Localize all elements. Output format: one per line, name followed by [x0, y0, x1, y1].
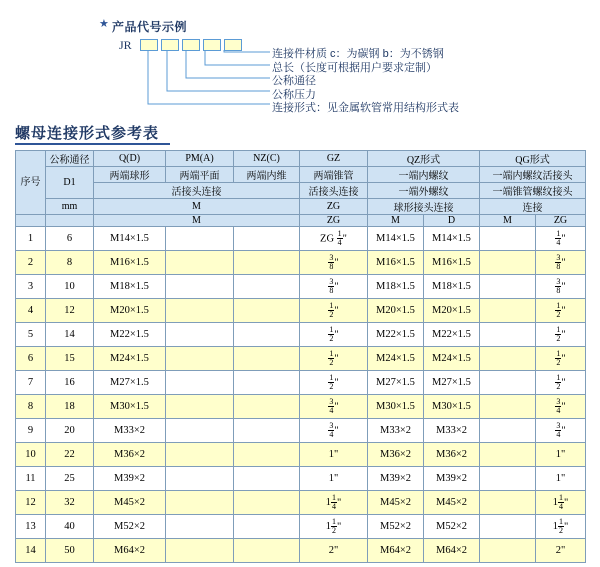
cell-dn: 18: [46, 395, 94, 419]
cell-qg-zg: $\frac{1}{2}$ ": [536, 347, 586, 371]
cell-seq: 13: [16, 515, 46, 539]
cell-nzc: [234, 419, 300, 443]
table-row: [16, 395, 586, 419]
cell-qg-m: [480, 539, 536, 563]
cell-nzc: [234, 467, 300, 491]
cell-qd: M27×1.5: [94, 371, 166, 395]
header-unit-spacer: [16, 215, 46, 227]
cell-pma: [166, 227, 234, 251]
cell-pma: [166, 275, 234, 299]
cell-qg-m: [480, 227, 536, 251]
cell-nzc: [234, 443, 300, 467]
cell-dn: 20: [46, 419, 94, 443]
code-box: [161, 39, 179, 51]
legend-item: 连接形式：见金属软管常用结构形式表: [272, 102, 459, 114]
cell-seq: 7: [16, 371, 46, 395]
cell-dn: 14: [46, 323, 94, 347]
legend-item: 公称压力: [272, 88, 316, 101]
cell-qd: M45×2: [94, 491, 166, 515]
header-group-nzc-code: NZ(C): [234, 151, 300, 167]
header-group-qz-code: QZ形式: [368, 151, 480, 167]
cell-pma: [166, 347, 234, 371]
cell-qg-m: [480, 371, 536, 395]
cell-seq: 10: [16, 443, 46, 467]
table-row: [16, 491, 586, 515]
cell-pma: [166, 443, 234, 467]
table-row: [16, 299, 586, 323]
header-seq-label: 序号: [20, 177, 41, 188]
cell-qz-m: M14×1.5: [368, 227, 424, 251]
code-box: [203, 39, 221, 51]
cell-dn: 15: [46, 347, 94, 371]
cell-qz-m: M45×2: [368, 491, 424, 515]
cell-seq: 1: [16, 227, 46, 251]
cell-dn: 25: [46, 467, 94, 491]
cell-qz-m: M36×2: [368, 443, 424, 467]
header-unit-qg-zg: ZG: [536, 215, 586, 227]
cell-pma: [166, 515, 234, 539]
table-header-row-codes: [16, 151, 586, 167]
star-icon: ★: [99, 18, 109, 30]
header-sub-qd-pma-nzc: 活接头连接: [94, 183, 300, 199]
cell-pma: [166, 467, 234, 491]
cell-qz-m: M24×1.5: [368, 347, 424, 371]
table-body: [16, 227, 586, 563]
header-group-qd-code: Q(D): [94, 151, 166, 167]
cell-qg-m: [480, 467, 536, 491]
cell-dn: 10: [46, 275, 94, 299]
cell-gz: $\frac{3}{8}$ ": [300, 251, 368, 275]
cell-qz-m: M52×2: [368, 515, 424, 539]
product-code-boxes: [140, 39, 242, 51]
cell-nzc: [234, 251, 300, 275]
table-row: [16, 539, 586, 563]
header-group-qg-code: QG形式: [480, 151, 586, 167]
header-unit-gz: ZG: [300, 199, 368, 215]
cell-seq: 11: [16, 467, 46, 491]
header-group-qg-type: 一端内螺纹活接头: [480, 167, 586, 183]
table-row: [16, 515, 586, 539]
legend-title: 产品代号示例: [112, 20, 188, 34]
cell-qg-m: [480, 491, 536, 515]
cell-qg-zg: $\frac{3}{4}$ ": [536, 395, 586, 419]
header-unit-qg-m: M: [480, 215, 536, 227]
table-header-row-types: [16, 167, 586, 183]
cell-qg-m: [480, 299, 536, 323]
cell-seq: 4: [16, 299, 46, 323]
table-header-row-subtypes: [16, 183, 586, 199]
legend-item: 公称通径: [272, 75, 316, 87]
cell-nzc: [234, 539, 300, 563]
cell-qd: M14×1.5: [94, 227, 166, 251]
table-header-row-sub2: [16, 199, 586, 215]
cell-nzc: [234, 491, 300, 515]
cell-dn: 50: [46, 539, 94, 563]
cell-qg-m: [480, 251, 536, 275]
cell-qg-zg: $\frac{1}{2}$ ": [536, 323, 586, 347]
cell-pma: [166, 419, 234, 443]
cell-qg-m: [480, 515, 536, 539]
header-sub-qg: 一端锥管螺纹接头: [480, 183, 586, 199]
cell-dn: 6: [46, 227, 94, 251]
cell-qg-zg: 1 $\frac{1}{2}$ ": [536, 515, 586, 539]
title-underline: [15, 143, 170, 145]
cell-qg-zg: 1": [536, 467, 586, 491]
cell-qz-d: M64×2: [424, 539, 480, 563]
code-box: [140, 39, 158, 51]
cell-dn: 32: [46, 491, 94, 515]
cell-qg-zg: 2": [536, 539, 586, 563]
cell-pma: [166, 395, 234, 419]
cell-nzc: [234, 299, 300, 323]
header-group-pma-type: 两端平面: [166, 167, 234, 183]
cell-qz-m: M16×1.5: [368, 251, 424, 275]
header-group-nzc-type: 两端内维: [234, 167, 300, 183]
cell-pma: [166, 299, 234, 323]
header-unit-m-group: M: [94, 199, 300, 215]
cell-qg-zg: $\frac{3}{8}$ ": [536, 275, 586, 299]
cell-qd: M30×1.5: [94, 395, 166, 419]
code-box: [224, 39, 242, 51]
cell-pma: [166, 371, 234, 395]
product-code-legend: [0, 0, 600, 118]
header-seq: [16, 151, 46, 215]
table-header-row-units: [16, 215, 586, 227]
cell-nzc: [234, 275, 300, 299]
cell-seq: 9: [16, 419, 46, 443]
header-unit-spacer-dn: [46, 215, 94, 227]
cell-seq: 8: [16, 395, 46, 419]
nut-connection-spec-table: [15, 150, 586, 563]
cell-qz-m: M18×1.5: [368, 275, 424, 299]
cell-qz-m: M39×2: [368, 467, 424, 491]
cell-qg-zg: 1": [536, 443, 586, 467]
cell-qd: M16×1.5: [94, 251, 166, 275]
table-row: [16, 347, 586, 371]
cell-gz: $\frac{1}{2}$ ": [300, 299, 368, 323]
cell-gz: 1 $\frac{1}{4}$ ": [300, 491, 368, 515]
cell-qz-m: M64×2: [368, 539, 424, 563]
header-dn-d1: D1: [46, 167, 94, 199]
cell-gz: $\frac{1}{2}$ ": [300, 371, 368, 395]
cell-gz: 1": [300, 467, 368, 491]
cell-qz-d: M18×1.5: [424, 275, 480, 299]
table-row: [16, 275, 586, 299]
cell-pma: [166, 323, 234, 347]
cell-dn: 22: [46, 443, 94, 467]
cell-qg-zg: 1 $\frac{1}{4}$ ": [536, 491, 586, 515]
table-row: [16, 323, 586, 347]
cell-qg-zg: $\frac{3}{4}$ ": [536, 419, 586, 443]
page-title: 螺母连接形式参考表: [15, 125, 160, 142]
cell-seq: 5: [16, 323, 46, 347]
cell-nzc: [234, 371, 300, 395]
product-code-prefix: JR: [119, 38, 132, 52]
table-row: [16, 251, 586, 275]
cell-qd: M33×2: [94, 419, 166, 443]
cell-dn: 40: [46, 515, 94, 539]
cell-qd: M39×2: [94, 467, 166, 491]
cell-qz-d: M39×2: [424, 467, 480, 491]
header-group-gz-type: 两端锥管: [300, 167, 368, 183]
cell-dn: 16: [46, 371, 94, 395]
cell-qg-zg: $\frac{1}{4}$ ": [536, 227, 586, 251]
cell-gz: 1": [300, 443, 368, 467]
table-row: [16, 371, 586, 395]
legend-item: 连接件材质 c：为碳钢 b：为不锈钢: [272, 48, 444, 60]
cell-qd: M36×2: [94, 443, 166, 467]
cell-pma: [166, 491, 234, 515]
cell-gz: ZG $\frac{1}{4}$ ": [300, 227, 368, 251]
cell-qz-d: M52×2: [424, 515, 480, 539]
table-row: [16, 419, 586, 443]
cell-qz-d: M22×1.5: [424, 323, 480, 347]
cell-seq: 14: [16, 539, 46, 563]
cell-qz-m: M30×1.5: [368, 395, 424, 419]
cell-qd: M22×1.5: [94, 323, 166, 347]
legend-item-list: [272, 48, 459, 116]
cell-qg-zg: $\frac{1}{2}$ ": [536, 299, 586, 323]
cell-nzc: [234, 515, 300, 539]
cell-qz-m: M33×2: [368, 419, 424, 443]
cell-gz: $\frac{3}{8}$ ": [300, 275, 368, 299]
cell-nzc: [234, 227, 300, 251]
header-group-qd-type: 两端球形: [94, 167, 166, 183]
header-sub2-qz: 球形接头连接: [368, 199, 480, 215]
cell-qz-d: M33×2: [424, 419, 480, 443]
table-head: [16, 151, 586, 227]
header-dn: 公称通径: [46, 151, 94, 167]
cell-qd: M52×2: [94, 515, 166, 539]
cell-seq: 3: [16, 275, 46, 299]
cell-qz-d: M14×1.5: [424, 227, 480, 251]
cell-qg-m: [480, 419, 536, 443]
cell-qz-d: M16×1.5: [424, 251, 480, 275]
cell-gz: $\frac{3}{4}$ ": [300, 419, 368, 443]
header-group-qz-type: 一端内螺纹: [368, 167, 480, 183]
cell-qz-m: M20×1.5: [368, 299, 424, 323]
header-sub-qz: 一端外螺纹: [368, 183, 480, 199]
cell-qz-d: M27×1.5: [424, 371, 480, 395]
cell-dn: 12: [46, 299, 94, 323]
cell-qz-d: M36×2: [424, 443, 480, 467]
cell-qg-m: [480, 275, 536, 299]
table-row: [16, 443, 586, 467]
cell-gz: 2": [300, 539, 368, 563]
legend-item: 总长（长度可根据用户要求定制）: [272, 61, 437, 74]
header-unit-qz-d: D: [424, 215, 480, 227]
cell-nzc: [234, 395, 300, 419]
code-box: [182, 39, 200, 51]
header-sub-gz: 活接头连接: [300, 183, 368, 199]
header-dn-unit: mm: [46, 199, 94, 215]
cell-seq: 6: [16, 347, 46, 371]
cell-dn: 8: [46, 251, 94, 275]
cell-qg-zg: $\frac{3}{8}$ ": [536, 251, 586, 275]
cell-qz-d: M30×1.5: [424, 395, 480, 419]
header-unit-zg: ZG: [300, 215, 368, 227]
cell-qd: M64×2: [94, 539, 166, 563]
cell-qz-d: M24×1.5: [424, 347, 480, 371]
cell-qz-m: M22×1.5: [368, 323, 424, 347]
header-sub2-qg: 连接: [480, 199, 586, 215]
table-row: [16, 227, 586, 251]
cell-seq: 2: [16, 251, 46, 275]
cell-qd: M20×1.5: [94, 299, 166, 323]
cell-gz: $\frac{1}{2}$ ": [300, 347, 368, 371]
cell-qg-zg: $\frac{1}{2}$ ": [536, 371, 586, 395]
cell-gz: 1 $\frac{1}{2}$ ": [300, 515, 368, 539]
cell-qg-m: [480, 395, 536, 419]
cell-qz-m: M27×1.5: [368, 371, 424, 395]
cell-qz-d: M45×2: [424, 491, 480, 515]
cell-qg-m: [480, 323, 536, 347]
cell-gz: $\frac{1}{2}$ ": [300, 323, 368, 347]
cell-pma: [166, 539, 234, 563]
cell-qd: M24×1.5: [94, 347, 166, 371]
cell-qz-d: M20×1.5: [424, 299, 480, 323]
header-unit-qz-m: M: [368, 215, 424, 227]
cell-seq: 12: [16, 491, 46, 515]
table-row: [16, 467, 586, 491]
cell-nzc: [234, 347, 300, 371]
header-group-pma-code: PM(A): [166, 151, 234, 167]
cell-qd: M18×1.5: [94, 275, 166, 299]
cell-qg-m: [480, 347, 536, 371]
cell-nzc: [234, 323, 300, 347]
cell-qg-m: [480, 443, 536, 467]
header-unit-m: M: [94, 215, 300, 227]
header-group-gz-code: GZ: [300, 151, 368, 167]
cell-pma: [166, 251, 234, 275]
cell-gz: $\frac{3}{4}$ ": [300, 395, 368, 419]
